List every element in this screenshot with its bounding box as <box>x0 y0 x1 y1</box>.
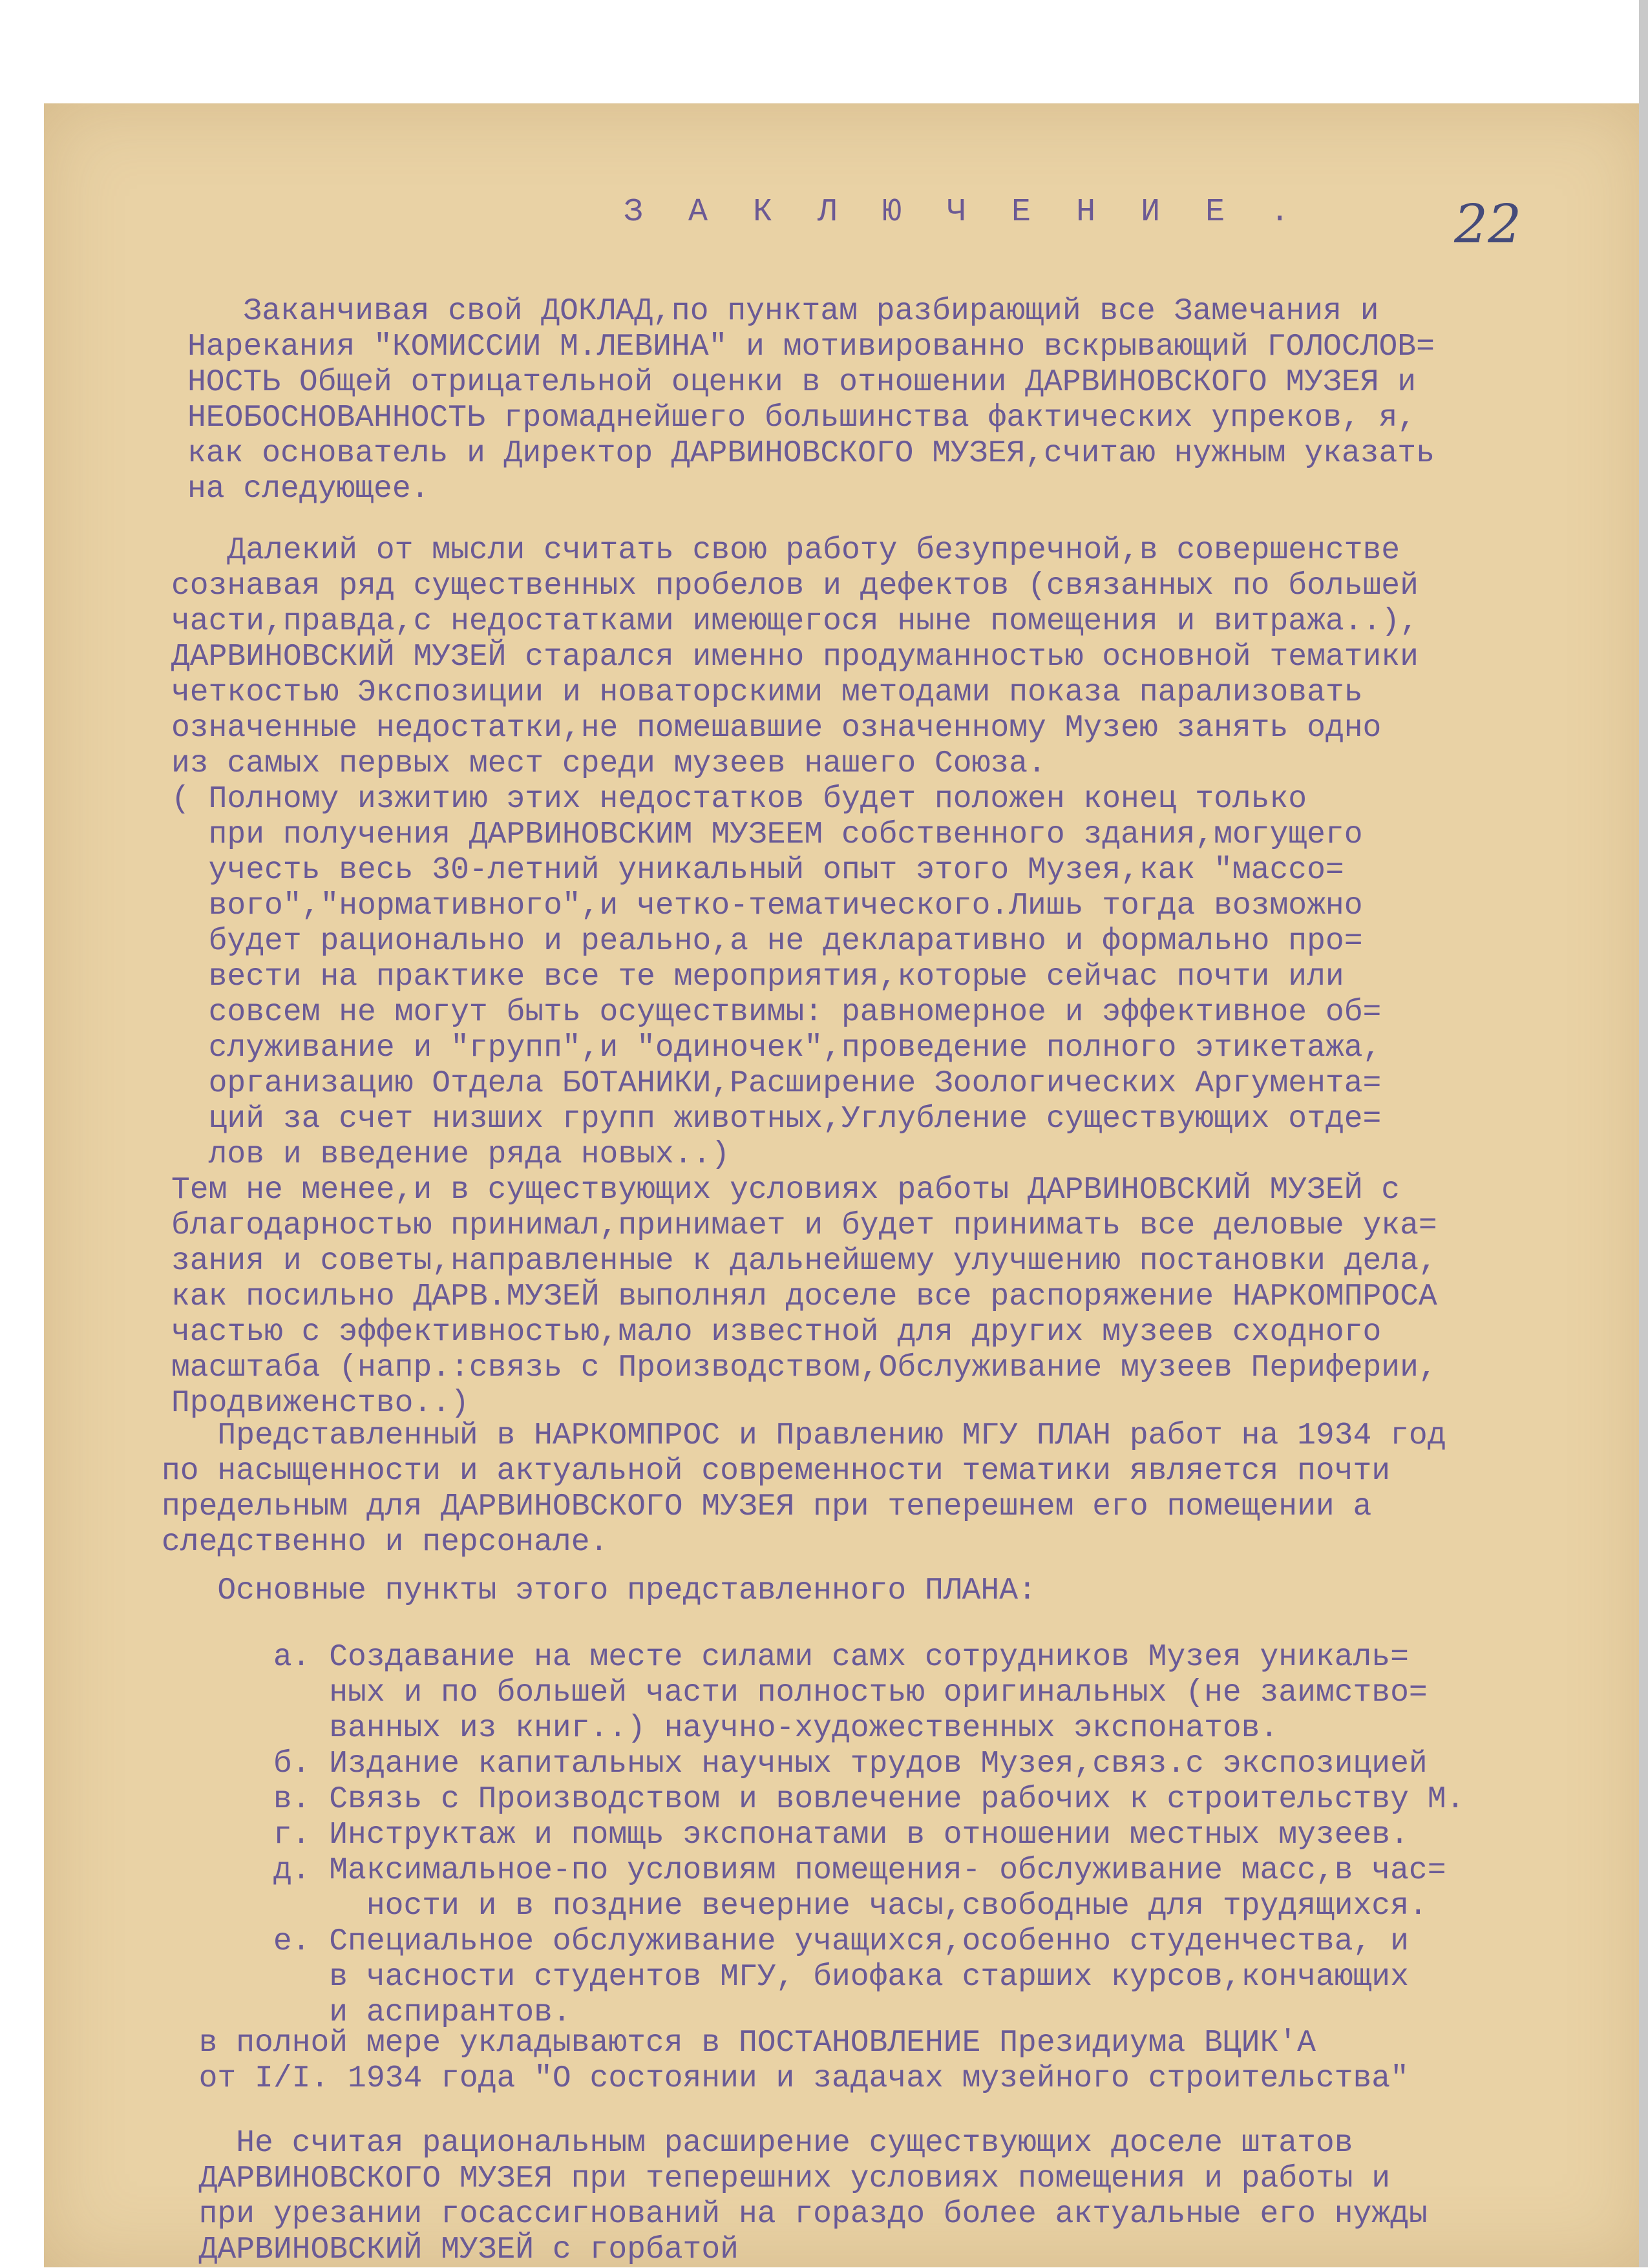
text-line: как основатель и Директор ДАРВИНОВСКОГО МУЗЕЯ,считаю нужным указать <box>187 436 1435 471</box>
text-line: в часности студентов МГУ, биофака старших курсов,кончающих <box>162 1960 1409 1995</box>
text-line: Продвиженство..) <box>171 1386 469 1421</box>
text-line: при урезании госассигнований на гораздо более актуальные его нужды <box>162 2197 1428 2232</box>
text-line: означенные недостатки,не помешавшие означенному Музею занять одно <box>171 711 1382 746</box>
text-line: Далекий от мысли считать свою работу безупречной,в совершенстве <box>171 533 1400 568</box>
text-line: ных и по большей части полностью оригинальных (не заимство= <box>162 1675 1428 1710</box>
text-line: е. Специальное обслуживание учащихся,особенно студенчества, и <box>162 1924 1409 1959</box>
text-line: д. Максимальное-по условиям помещения- обслуживание масс,в час= <box>162 1853 1446 1888</box>
text-line: ности и в поздние вечерние часы,свободные для трудящихся. <box>162 1889 1428 1924</box>
handwritten-page-number: 22 <box>1454 194 1522 255</box>
paragraph-self-assessment <box>171 533 1437 1422</box>
plan-points-list <box>162 1640 1464 2031</box>
text-line: НОСТЬ Общей отрицательной оценки в отношении ДАРВИНОВСКОГО МУЗЕЯ и <box>187 365 1417 400</box>
text-line: Основные пункты этого представленного ПЛАНА: <box>162 1573 1037 1608</box>
text-line: на следующее. <box>187 472 430 507</box>
paragraph-plan-points-heading <box>162 1573 1037 1609</box>
paragraph-resolution <box>162 2026 1409 2097</box>
text-line: масштаба (напр.:связь с Производством,Обслуживание музеев Периферии, <box>171 1350 1437 1385</box>
text-line: частью с эффективностью,мало известной для других музеев сходного <box>171 1315 1382 1350</box>
text-line: предельным для ДАРВИНОВСКОГО МУЗЕЯ при теперешнем его помещении а <box>162 1489 1372 1524</box>
text-line: вого","нормативного",и четко-тематического.Лишь тогда возможно <box>171 888 1363 923</box>
text-line: лов и введение ряда новых..) <box>171 1137 730 1172</box>
text-line: Нарекания "КОМИССИИ М.ЛЕВИНА" и мотивированно вскрывающий ГОЛОСЛОВ= <box>187 330 1435 364</box>
text-line: по насыщенности и актуальной современности тематики является почти <box>162 1454 1391 1489</box>
text-line: ванных из книг..) научно-художественных экспонатов. <box>162 1711 1279 1746</box>
text-line: зания и советы,направленные к дальнейшему улучшению постановки дела, <box>171 1244 1437 1279</box>
text-line: в полной мере укладываются в ПОСТАНОВЛЕНИЕ Президиума ВЦИК'А <box>162 2026 1316 2061</box>
text-line: г. Инструктаж и помщь экспонатами в отношении местных музеев. <box>162 1818 1409 1853</box>
text-line: НЕОБОСНОВАННОСТЬ громаднейшего большинства фактических упреков, я, <box>187 401 1417 436</box>
text-line: сознавая ряд существенных пробелов и дефектов (связанных по большей <box>171 569 1419 604</box>
text-line: четкостью Экспозиции и новаторскими методами показа парализовать <box>171 675 1363 710</box>
text-line: ДАРВИНОВСКИЙ МУЗЕЙ с горбатой <box>162 2232 739 2267</box>
text-line: совсем не могут быть осуществимы: равномерное и эффективное об= <box>171 995 1382 1030</box>
scan-edge <box>1639 0 1648 2267</box>
document-title: З А К Л Ю Ч Е Н И Е . <box>624 194 1303 231</box>
text-line: в. Связь с Производством и вовлечение рабочих к строительству М. <box>162 1782 1465 1817</box>
text-line: а. Создавание на месте силами самх сотрудников Музея уникаль= <box>162 1640 1409 1675</box>
text-line: организацию Отдела БОТАНИКИ,Расширение Зоологических Аргумента= <box>171 1066 1382 1101</box>
paragraph-staff <box>162 2126 1428 2268</box>
text-line: части,правда,с недостатками имеющегося ныне помещения и витража..), <box>171 604 1419 639</box>
text-line: Не считая рациональным расширение существующих доселе штатов <box>162 2126 1353 2161</box>
paragraph-conclusion-intro <box>187 294 1435 507</box>
text-line: вести на практике все те мероприятия,которые сейчас почти или <box>171 960 1344 994</box>
text-line: Тем не менее,и в существующих условиях работы ДАРВИНОВСКИЙ МУЗЕЙ с <box>171 1173 1400 1208</box>
text-line: учесть весь 30-летний уникальный опыт этого Музея,как "массо= <box>171 853 1344 888</box>
text-line: от I/I. 1934 года "О состоянии и задачах музейного строительства" <box>162 2061 1409 2096</box>
text-line: ДАРВИНОВСКОГО МУЗЕЯ при теперешних условиях помещения и работы и <box>162 2161 1391 2196</box>
text-line: ций за счет низших групп животных,Углубление существующих отде= <box>171 1102 1382 1137</box>
text-line: следственно и персонале. <box>162 1525 609 1560</box>
text-line: как посильно ДАРВ.МУЗЕЙ выполнял доселе все распоряжение НАРКОМПРОСА <box>171 1279 1437 1314</box>
text-line: б. Издание капитальных научных трудов Музея,связ.с экспозицией <box>162 1747 1428 1781</box>
text-line: при получения ДАРВИНОВСКИМ МУЗЕЕМ собственного здания,могущего <box>171 817 1363 852</box>
text-line: Заканчивая свой ДОКЛАД,по пунктам разбирающий все Замечания и <box>187 294 1379 329</box>
text-line: из самых первых мест среди музеев нашего Союза. <box>171 746 1046 781</box>
text-line: ( Полному изжитию этих недостатков будет положен конец только <box>171 782 1307 817</box>
text-line: и аспирантов. <box>162 1995 571 2030</box>
text-line: Представленный в НАРКОМПРОС и Правлению МГУ ПЛАН работ на 1934 год <box>162 1418 1446 1453</box>
text-line: ДАРВИНОВСКИЙ МУЗЕЙ старался именно продуманностью основной тематики <box>171 640 1419 675</box>
paragraph-plan-1934 <box>162 1418 1446 1560</box>
text-line: служивание и "групп",и "одиночек",проведение полного этикетажа, <box>171 1031 1382 1066</box>
text-line: будет рационально и реально,а не декларативно и формально про= <box>171 924 1363 959</box>
text-line: благодарностью принимал,принимает и будет принимать все деловые ука= <box>171 1208 1437 1243</box>
